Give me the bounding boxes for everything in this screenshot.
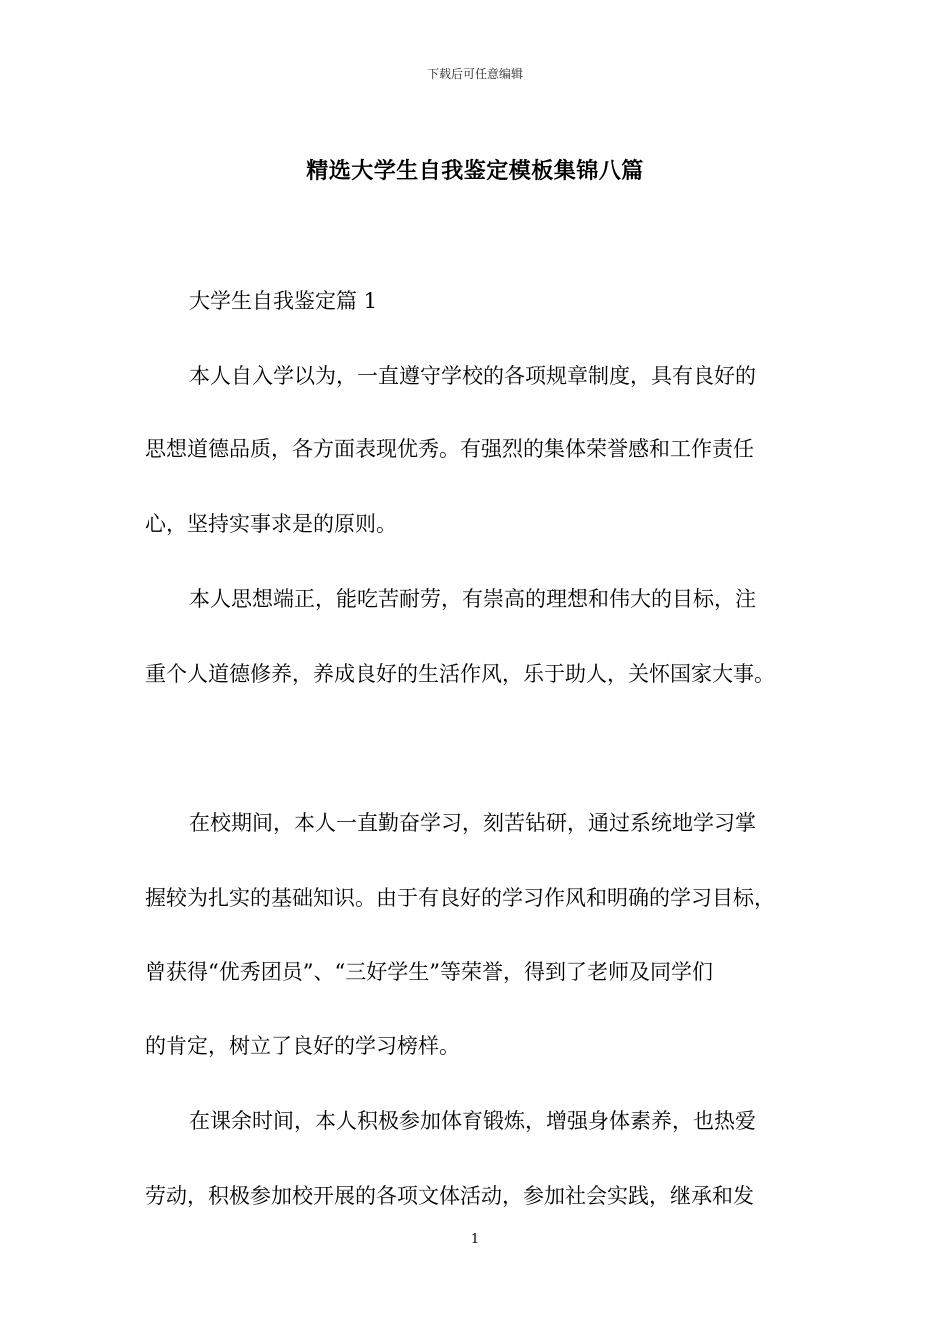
paragraph-line: 在课余时间，本人积极参加体育锻炼，增强身体素养，也热爱 [189, 1109, 756, 1133]
page-number: 1 [470, 1232, 480, 1247]
paragraph-line: 劳动，积极参加校开展的各项文体活动，参加社会实践，继承和发 [145, 1184, 754, 1208]
paragraph-line: 在校期间，本人一直勤奋学习，刻苦钻研，通过系统地学习掌 [189, 811, 756, 835]
document-title: 精选大学生自我鉴定模板集锦八篇 [306, 158, 644, 184]
section-heading: 大学生自我鉴定篇 1 [189, 289, 378, 313]
paragraph-line: 心，坚持实事求是的原则。 [145, 512, 397, 536]
paragraph-line: 重个人道德修养，养成良好的生活作风，乐于助人，关怀国家大事。 [145, 662, 775, 686]
paragraph-line: 握较为扎实的基础知识。由于有良好的学习作风和明确的学习目标， [145, 886, 775, 910]
header-note: 下载后可任意编辑 [426, 67, 523, 81]
paragraph-line: 的肯定，树立了良好的学习榜样。 [145, 1034, 460, 1058]
paragraph-line: 本人自入学以为，一直遵守学校的各项规章制度，具有良好的 [189, 364, 756, 388]
paragraph-line: 思想道德品质，各方面表现优秀。有强烈的集体荣誉感和工作责任 [145, 437, 754, 461]
paragraph-line: 本人思想端正，能吃苦耐劳，有崇高的理想和伟大的目标，注 [189, 587, 756, 611]
paragraph-line: 曾获得“优秀团员”、“三好学生”等荣誉，得到了老师及同学们 [145, 960, 713, 984]
